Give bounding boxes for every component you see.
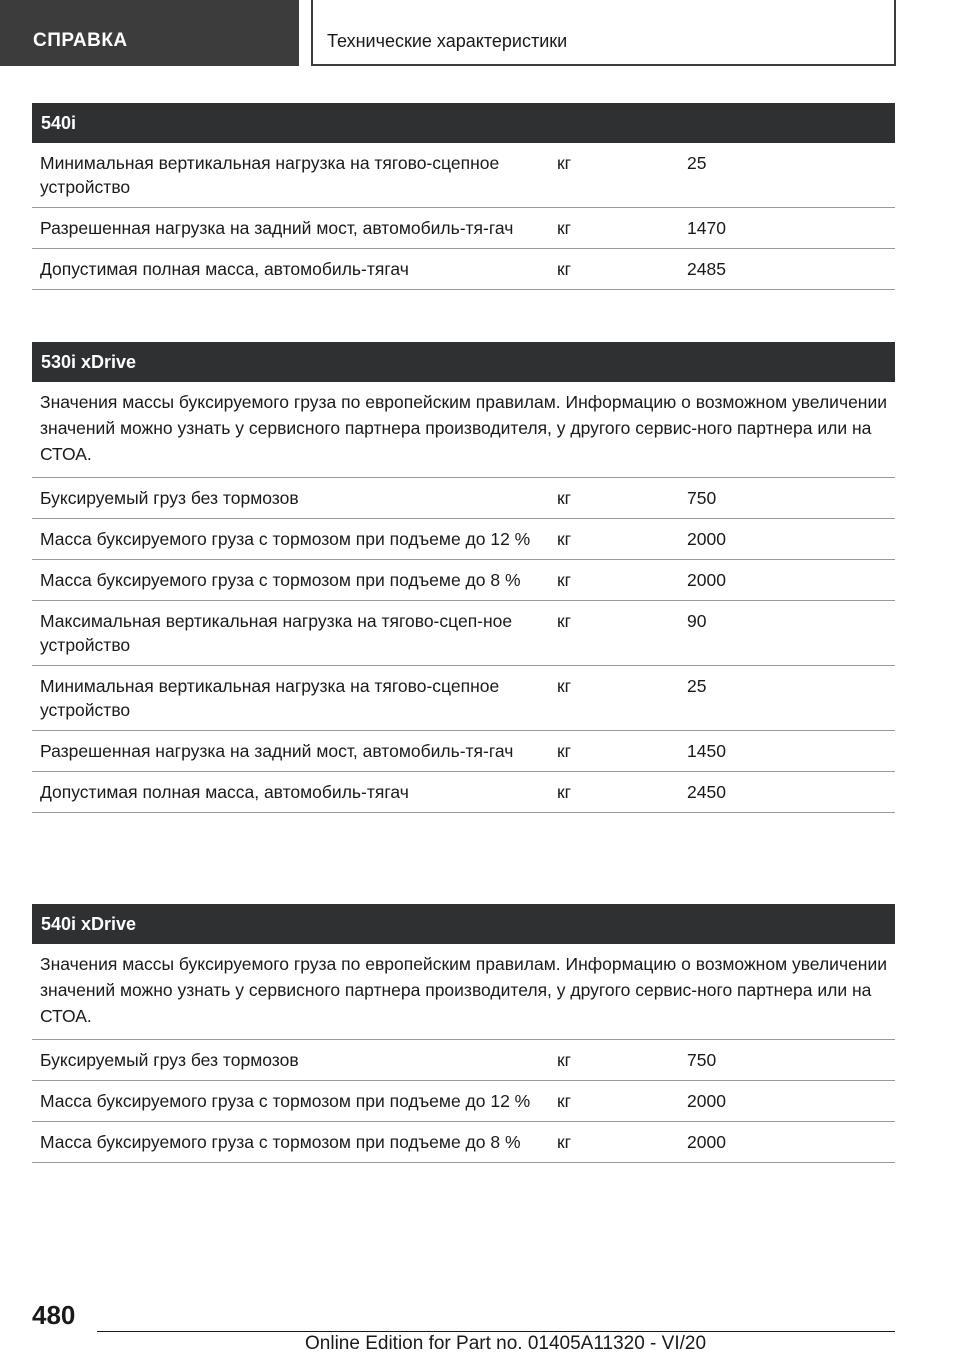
row-value: 2485	[687, 259, 726, 279]
table-row	[32, 666, 895, 731]
table-row	[32, 1040, 895, 1081]
section-note: Значения массы буксируемого груза по европейским правилам. Информацию о возможном увеличении значений можно узнать у сервисного партнера производителя, у другого сервис-ного партнера или на СТОА.	[32, 944, 895, 1040]
header-title-box	[311, 0, 896, 66]
row-unit: кг	[557, 741, 572, 761]
header-section-label: СПРАВКА	[33, 30, 128, 51]
footer-divider	[97, 1331, 895, 1332]
table-row	[32, 1122, 895, 1163]
section-note: Значения массы буксируемого груза по европейским правилам. Информацию о возможном увеличении значений можно узнать у сервисного партнера производителя, у другого сервис-ного партнера или на СТОА.	[32, 382, 895, 478]
footer-edition: Online Edition for Part no. 01405A11320 - VI/20	[305, 1333, 707, 1354]
table-row	[32, 249, 895, 290]
row-unit: кг	[557, 611, 572, 631]
row-label: Масса буксируемого груза с тормозом при подъеме до 12 %	[40, 1091, 531, 1111]
row-value: 2000	[687, 529, 726, 549]
table-row	[32, 601, 895, 666]
row-value: 90	[687, 611, 707, 631]
row-unit: кг	[557, 570, 572, 590]
row-label: Масса буксируемого груза с тормозом при подъеме до 12 %	[40, 529, 531, 549]
table-row	[32, 731, 895, 772]
row-label: Буксируемый груз без тормозов	[40, 488, 299, 508]
table-row	[32, 560, 895, 601]
table-row	[32, 208, 895, 249]
row-value: 750	[687, 1050, 717, 1070]
row-unit: кг	[557, 1132, 572, 1152]
section-heading: 530i xDrive	[32, 342, 895, 382]
row-value: 2000	[687, 570, 726, 590]
section-heading: 540i xDrive	[32, 904, 895, 944]
table-row	[32, 1081, 895, 1122]
row-value: 1450	[687, 741, 726, 761]
row-value: 750	[687, 488, 717, 508]
row-unit: кг	[557, 153, 572, 173]
row-unit: кг	[557, 676, 572, 696]
row-label: Максимальная вертикальная нагрузка на тягово-сцеп-ное устройство	[40, 611, 513, 655]
row-label: Минимальная вертикальная нагрузка на тягово-сцепное устройство	[40, 153, 500, 197]
row-label: Разрешенная нагрузка на задний мост, автомобиль-тя-гач	[40, 741, 514, 761]
row-unit: кг	[557, 259, 572, 279]
section-heading: 540i	[32, 103, 895, 143]
row-unit: кг	[557, 1091, 572, 1111]
page-title: Технические характеристики	[327, 31, 568, 51]
spec-section-540i	[32, 103, 895, 290]
row-value: 25	[687, 676, 707, 696]
page-number: 480	[32, 1300, 76, 1330]
row-value: 25	[687, 153, 707, 173]
row-unit: кг	[557, 488, 572, 508]
spec-section-540i-xdrive	[32, 904, 895, 1163]
row-label: Масса буксируемого груза с тормозом при подъеме до 8 %	[40, 570, 521, 590]
row-unit: кг	[557, 782, 572, 802]
row-value: 2000	[687, 1091, 726, 1111]
row-value: 2000	[687, 1132, 726, 1152]
table-row	[32, 519, 895, 560]
row-unit: кг	[557, 1050, 572, 1070]
row-label: Допустимая полная масса, автомобиль-тягач	[40, 782, 409, 802]
row-value: 1470	[687, 218, 726, 238]
row-value: 2450	[687, 782, 726, 802]
row-unit: кг	[557, 218, 572, 238]
row-label: Разрешенная нагрузка на задний мост, автомобиль-тя-гач	[40, 218, 514, 238]
row-label: Масса буксируемого груза с тормозом при подъеме до 8 %	[40, 1132, 521, 1152]
row-label: Минимальная вертикальная нагрузка на тягово-сцепное устройство	[40, 676, 500, 720]
table-row	[32, 143, 895, 208]
row-label: Допустимая полная масса, автомобиль-тягач	[40, 259, 409, 279]
header-section-tab	[0, 0, 299, 66]
spec-section-530i-xdrive	[32, 342, 895, 813]
table-row	[32, 772, 895, 813]
row-label: Буксируемый груз без тормозов	[40, 1050, 299, 1070]
table-row	[32, 478, 895, 519]
row-unit: кг	[557, 529, 572, 549]
